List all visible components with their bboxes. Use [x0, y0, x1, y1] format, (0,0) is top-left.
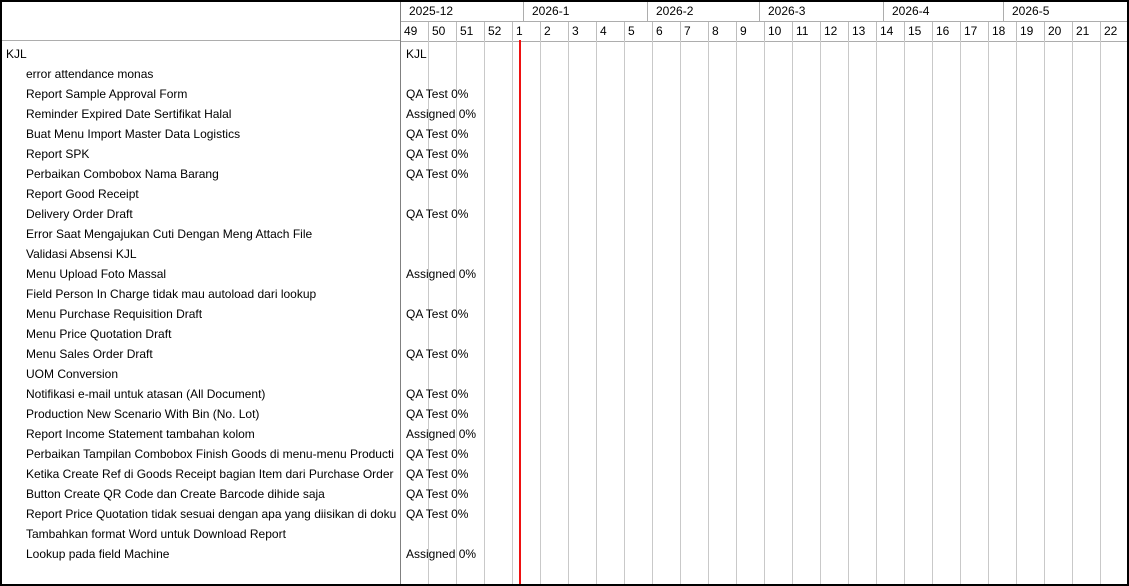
today-marker: [519, 40, 521, 584]
month-header-row: [401, 2, 1127, 22]
week-cell: 4: [597, 22, 625, 41]
task-status-label: [401, 524, 1127, 544]
month-cell: 2025-12: [401, 2, 524, 21]
task-row[interactable]: Menu Price Quotation Draft: [26, 327, 172, 341]
week-cell: 22: [1101, 22, 1127, 41]
week-cell: 18: [989, 22, 1017, 41]
task-status-label: QA Test 0%: [406, 347, 469, 361]
week-cell: 2: [541, 22, 569, 41]
task-status-label: [401, 224, 1127, 244]
task-row[interactable]: KJL: [6, 47, 27, 61]
task-status-label: Assigned 0%: [406, 427, 477, 441]
task-row[interactable]: Field Person In Charge tidak mau autoload dari lookup: [26, 287, 317, 301]
task-status-label: [401, 284, 1127, 304]
task-status-label: [401, 324, 1127, 344]
week-cell: 17: [961, 22, 989, 41]
task-row[interactable]: Buat Menu Import Master Data Logistics: [26, 127, 241, 141]
task-row[interactable]: Report SPK: [26, 147, 90, 161]
month-cell: 2026-5: [1012, 4, 1050, 18]
week-cell: 3: [569, 22, 597, 41]
week-cell: 21: [1073, 22, 1101, 41]
task-row[interactable]: Ketika Create Ref di Goods Receipt bagian Item dari Purchase Order: [26, 467, 394, 481]
task-row[interactable]: Button Create QR Code dan Create Barcode dihide saja: [26, 487, 325, 501]
task-row[interactable]: Menu Purchase Requisition Draft: [26, 307, 203, 321]
task-row[interactable]: Validasi Absensi KJL: [26, 247, 137, 261]
task-list-header: [2, 2, 400, 41]
task-status-label: QA Test 0%: [406, 487, 469, 501]
month-cell: 2026-4: [884, 2, 1004, 21]
task-status-label: QA Test 0%: [406, 307, 469, 321]
chart-labels: [401, 44, 1127, 564]
task-row[interactable]: UOM Conversion: [26, 367, 119, 381]
task-row[interactable]: Tambahkan format Word untuk Download Report: [26, 527, 286, 541]
week-cell: 6: [653, 22, 681, 41]
task-row[interactable]: Menu Upload Foto Massal: [26, 267, 167, 281]
task-row[interactable]: Perbaikan Combobox Nama Barang: [26, 167, 219, 181]
week-cell: 9: [737, 22, 765, 41]
task-status-label: KJL: [406, 47, 427, 61]
week-cell: 16: [933, 22, 961, 41]
task-row[interactable]: Delivery Order Draft: [26, 207, 133, 221]
task-status-label: Assigned 0%: [406, 547, 477, 561]
task-status-label: QA Test 0%: [406, 387, 469, 401]
task-status-label: QA Test 0%: [406, 447, 469, 461]
task-status-label: QA Test 0%: [406, 507, 469, 521]
week-header-row: [401, 22, 1127, 42]
week-cell: 1: [513, 22, 541, 41]
week-cell: 50: [429, 22, 457, 41]
task-status-label: [401, 184, 1127, 204]
task-row[interactable]: Menu Sales Order Draft: [26, 347, 153, 361]
week-cell: 52: [485, 22, 513, 41]
task-list-panel: [2, 2, 401, 584]
task-status-label: QA Test 0%: [406, 147, 469, 161]
week-cell: 7: [681, 22, 709, 41]
task-row[interactable]: Report Good Receipt: [26, 187, 139, 201]
week-cell: 8: [709, 22, 737, 41]
task-rows: [2, 44, 400, 564]
task-status-label: Assigned 0%: [406, 107, 477, 121]
task-status-label: QA Test 0%: [406, 467, 469, 481]
task-status-label: QA Test 0%: [406, 87, 469, 101]
week-cell: 10: [765, 22, 793, 41]
month-cell: 2026-1: [524, 2, 648, 21]
month-cell: 2026-2: [648, 2, 760, 21]
task-row[interactable]: Lookup pada field Machine: [26, 547, 170, 561]
week-cell: 51: [457, 22, 485, 41]
task-row[interactable]: error attendance monas: [26, 67, 154, 81]
task-row[interactable]: Report Price Quotation tidak sesuai dengan apa yang diisikan di doku: [26, 507, 397, 521]
week-cell: 20: [1045, 22, 1073, 41]
week-cell: 19: [1017, 22, 1045, 41]
task-row[interactable]: Report Income Statement tambahan kolom: [26, 427, 255, 441]
week-cell: 14: [877, 22, 905, 41]
week-cell: 15: [905, 22, 933, 41]
task-status-label: QA Test 0%: [406, 407, 469, 421]
task-status-label: QA Test 0%: [406, 167, 469, 181]
task-status-label: QA Test 0%: [406, 207, 469, 221]
task-row[interactable]: Production New Scenario With Bin (No. Lot): [26, 407, 260, 421]
task-status-label: [401, 64, 1127, 84]
task-status-label: [401, 244, 1127, 264]
week-cell: 49: [401, 22, 429, 41]
task-row[interactable]: Error Saat Mengajukan Cuti Dengan Meng Attach File: [26, 227, 313, 241]
task-status-label: QA Test 0%: [406, 127, 469, 141]
timeline-panel: [401, 2, 1127, 584]
week-cell: 5: [625, 22, 653, 41]
week-cell: 13: [849, 22, 877, 41]
task-row[interactable]: Perbaikan Tampilan Combobox Finish Goods di menu-menu Producti: [26, 447, 394, 461]
task-status-label: [401, 364, 1127, 384]
month-cell: 2026-3: [760, 2, 884, 21]
task-status-label: Assigned 0%: [406, 267, 477, 281]
week-cell: 11: [793, 22, 821, 41]
task-row[interactable]: Reminder Expired Date Sertifikat Halal: [26, 107, 232, 121]
task-row[interactable]: Notifikasi e-mail untuk atasan (All Document): [26, 387, 266, 401]
week-cell: 12: [821, 22, 849, 41]
task-row[interactable]: Report Sample Approval Form: [26, 87, 188, 101]
